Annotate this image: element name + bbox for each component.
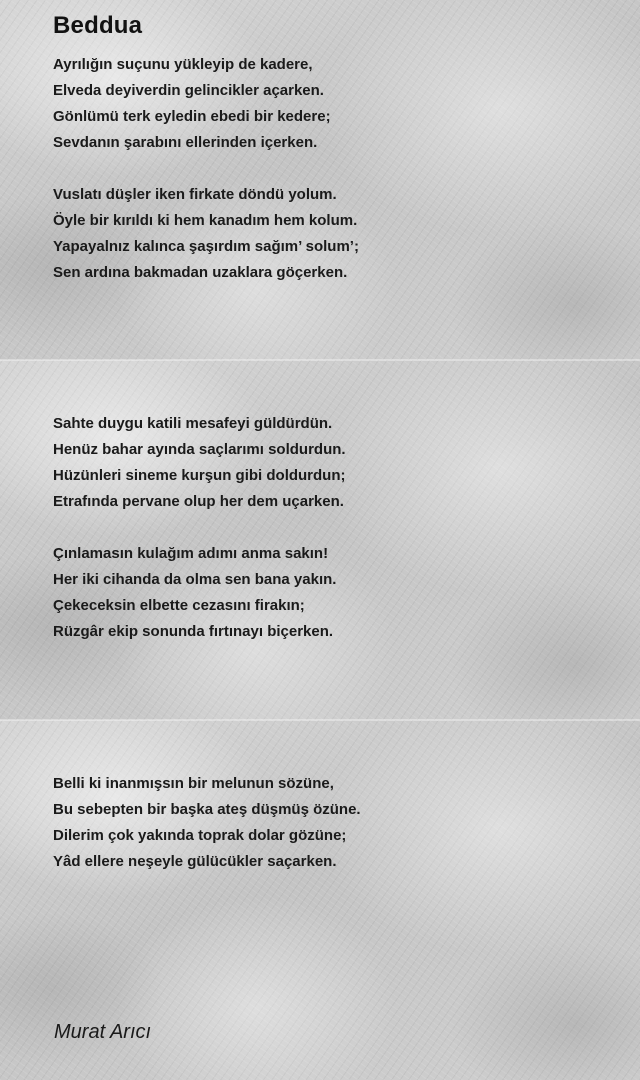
poem-line: Gönlümü terk eyledin ebedi bir kedere; — [53, 108, 331, 125]
poem-line: Rüzgâr ekip sonunda fırtınayı biçerken. — [53, 623, 334, 640]
poem-line: Henüz bahar ayında saçlarımı soldurdun. — [53, 441, 346, 458]
poem-line: Vuslatı düşler iken firkate döndü yolum. — [53, 186, 337, 203]
poem-author: Murat Arıcı — [54, 1021, 152, 1043]
poem-line: Hüzünleri sineme kurşun gibi doldurdun; — [53, 467, 346, 484]
stanza-2 — [53, 182, 359, 286]
poem-title: Beddua — [53, 12, 143, 39]
poem-line: Yapayalnız kalınca şaşırdım sağım’ solum’; — [53, 238, 359, 255]
poem-line: Elveda deyiverdin gelincikler açarken. — [53, 82, 324, 99]
poem-line: Bu sebepten bir başka ateş düşmüş özüne. — [53, 801, 361, 818]
poem-line: Belli ki inanmışsın bir melunun sözüne, — [53, 775, 334, 792]
panel-divider — [0, 719, 640, 721]
stanza-4 — [53, 541, 336, 645]
poem-line: Çınlamasın kulağım adımı anma sakın! — [53, 545, 329, 562]
poem-line: Sevdanın şarabını ellerinden içerken. — [53, 134, 318, 151]
poem-line: Ayrılığın suçunu yükleyip de kadere, — [53, 56, 313, 73]
poem-line: Sahte duygu katili mesafeyi güldürdün. — [53, 415, 333, 432]
poem-line: Yâd ellere neşeyle gülücükler saçarken. — [53, 853, 337, 870]
poem-line: Her iki cihanda da olma sen bana yakın. — [53, 571, 337, 588]
poem-line: Dilerim çok yakında toprak dolar gözüne; — [53, 827, 347, 844]
panel-divider — [0, 359, 640, 361]
stanza-1 — [53, 52, 331, 156]
poem-line: Etrafında pervane olup her dem uçarken. — [53, 493, 344, 510]
poem-line: Sen ardına bakmadan uzaklara göçerken. — [53, 264, 348, 281]
poem-line: Çekeceksin elbette cezasını firakın; — [53, 597, 305, 614]
stanza-3 — [53, 411, 346, 515]
stanza-5 — [53, 771, 361, 875]
poem-line: Öyle bir kırıldı ki hem kanadım hem kolum. — [53, 212, 358, 229]
